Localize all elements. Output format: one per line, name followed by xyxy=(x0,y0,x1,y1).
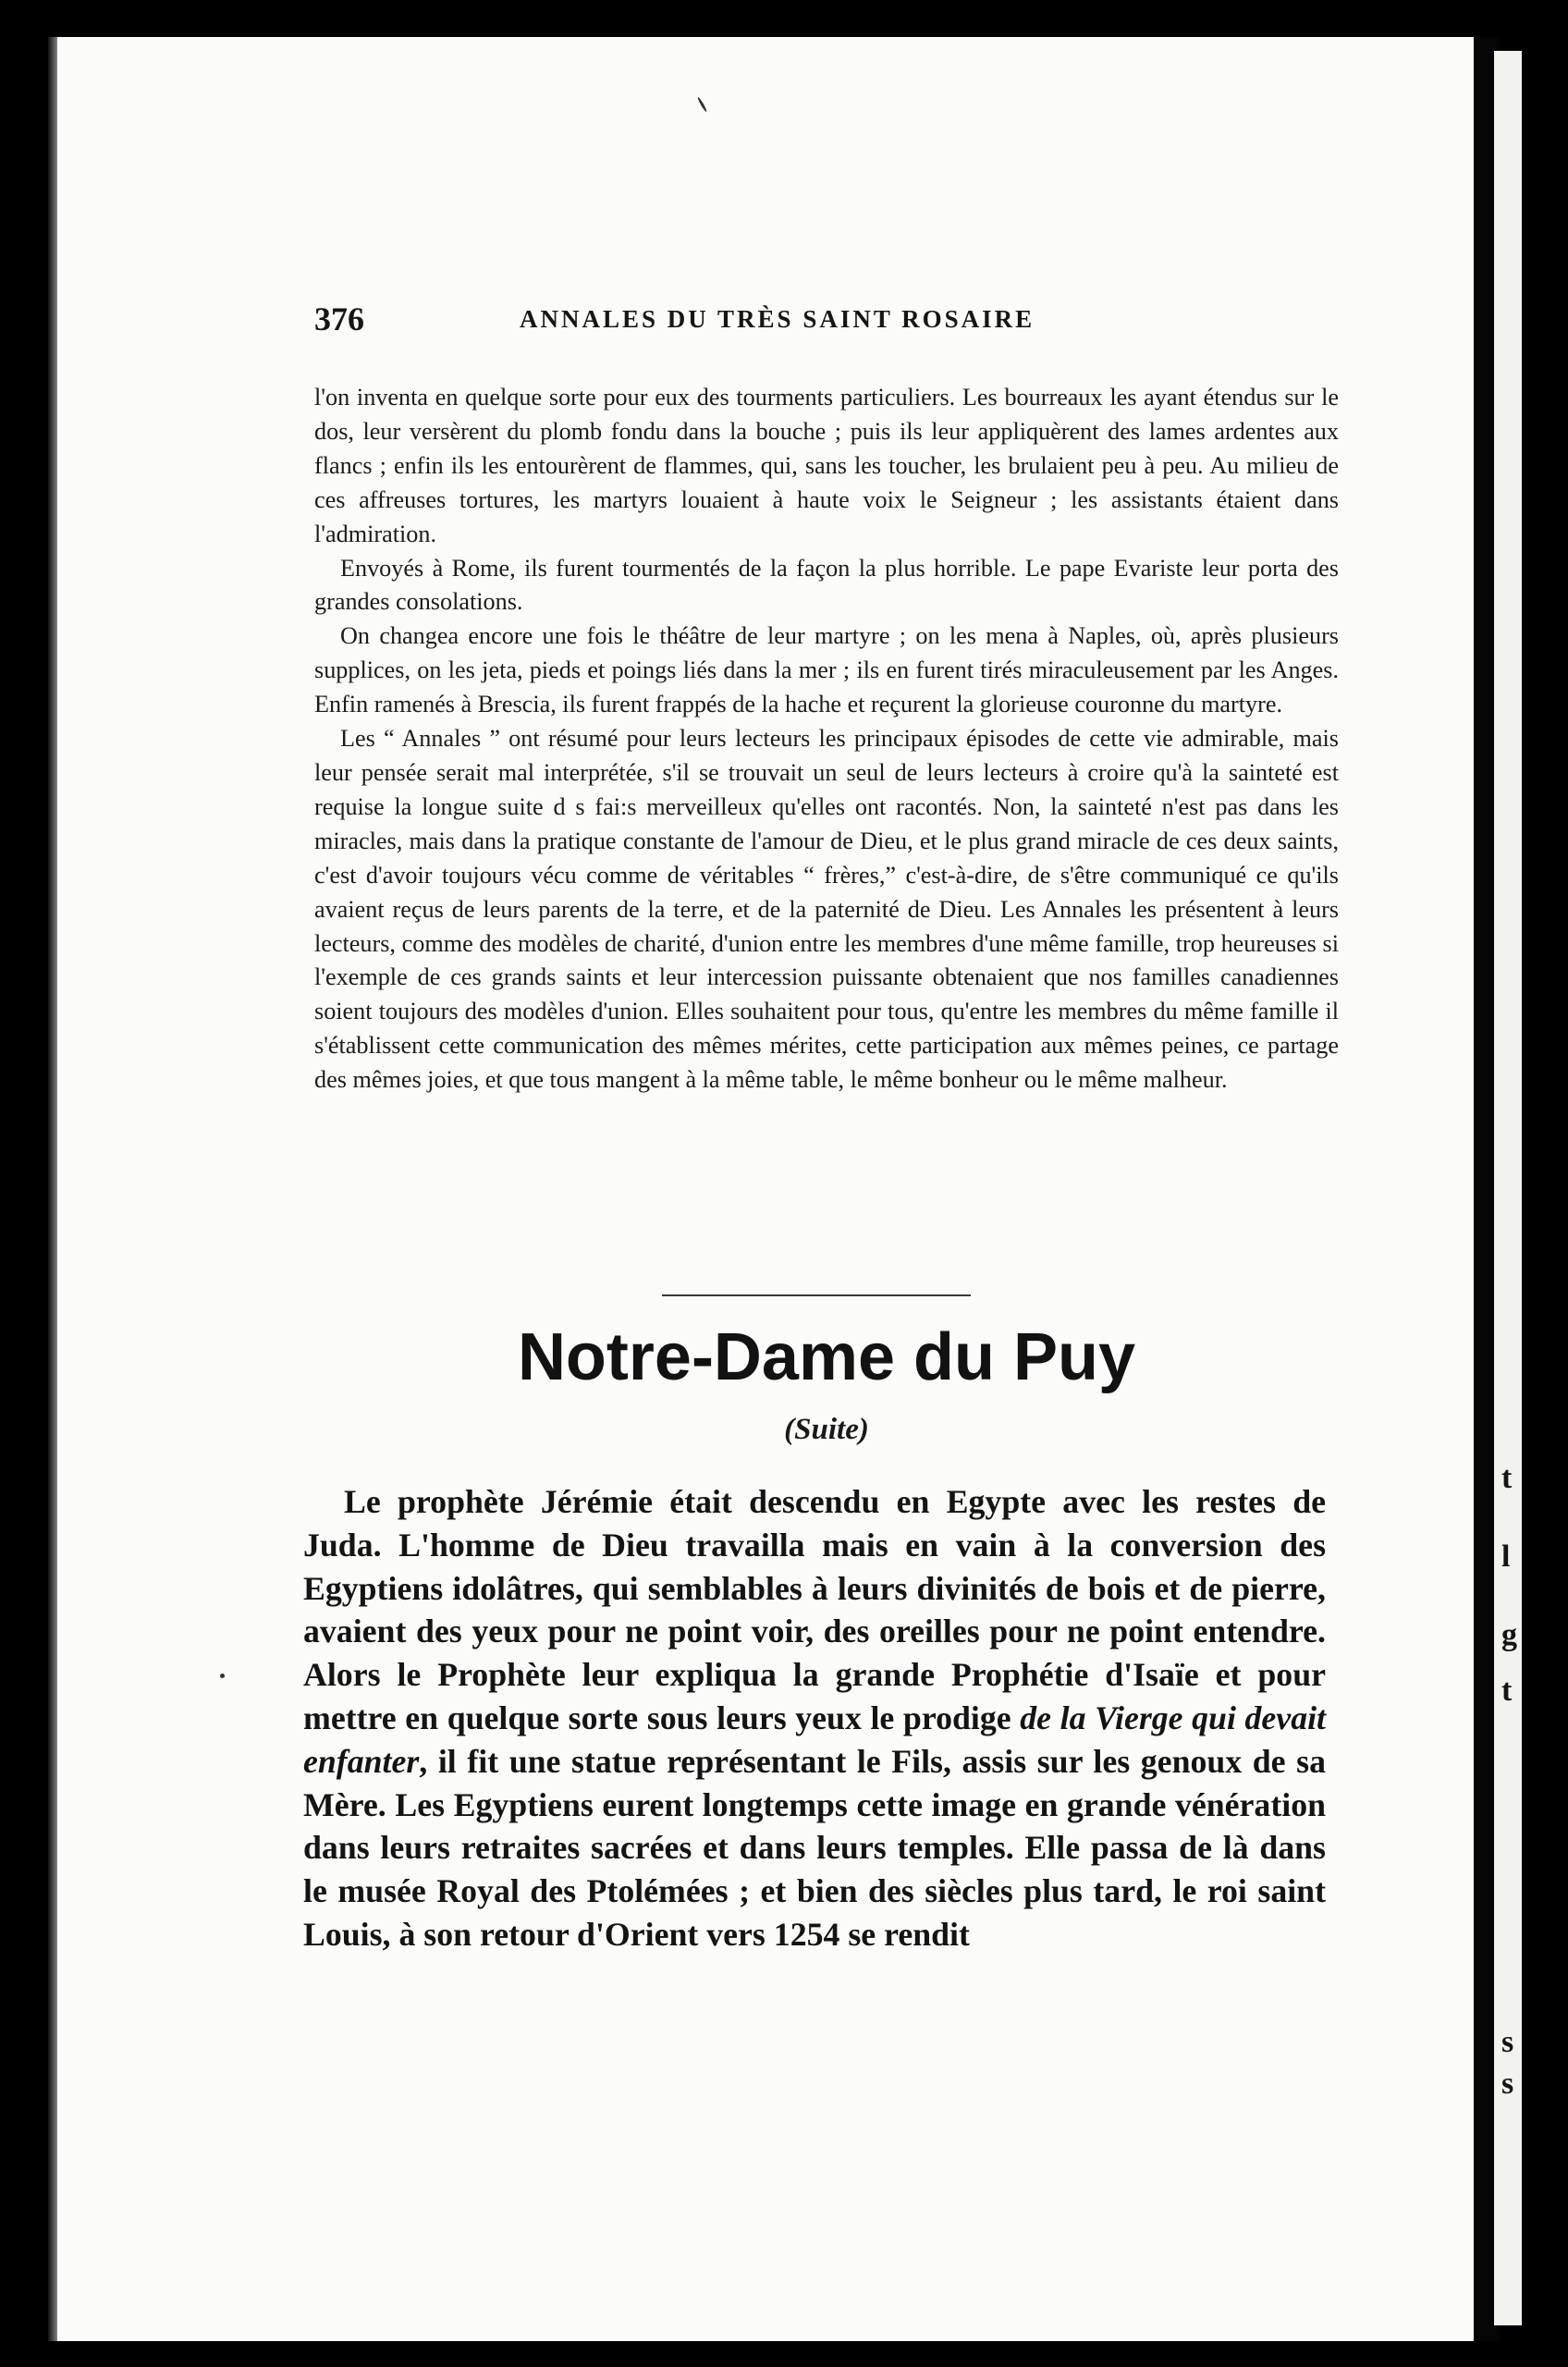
intro-text-block xyxy=(314,381,1339,1098)
scan-speck xyxy=(220,1674,225,1678)
facing-page-fragment: t xyxy=(1501,1674,1513,1708)
facing-page-fragment: t xyxy=(1501,1461,1513,1495)
page-number: 376 xyxy=(314,300,364,337)
article-italic-text: de la Vierge qui devait enfanter xyxy=(303,1699,1326,1780)
article-subtitle: (Suite) xyxy=(784,1413,869,1446)
intro-paragraph: l'on inventa en quelque sorte pour eux des tourments particuliers. Les bourreaux les ayant étendus sur le dos, leur versèrent du plomb fondu dans la bouche ; puis ils leur appliquèrent des lames ardentes aux flancs ; enfin ils les entourèrent de flammes, qui, sans les toucher, les brulaient peu à peu. Au milieu de ces affreuses tortures, les martyrs louaient à haute voix le Seigneur ; les assistants étaient dans l'admiration. xyxy=(314,384,1339,547)
facing-page-fragment: l xyxy=(1501,1539,1511,1574)
article-title: Notre-Dame du Puy xyxy=(517,1320,1136,1394)
facing-page-fragment: s xyxy=(1501,2067,1514,2101)
running-head xyxy=(314,300,1317,346)
intro-paragraph: On changea encore une fois le théâtre de leur martyre ; on les mena à Naples, où, après plusieurs supplices, on les jeta, pieds et poings liés dans la mer ; ils en furent tirés miraculeusement par les Anges. Enfin ramenés à Brescia, ils furent frappés de la hache et reçurent la glorieuse couronne du martyre. xyxy=(314,622,1339,718)
facing-page-fragment: s xyxy=(1501,2025,1514,2059)
intro-paragraph: Envoyés à Rome, ils furent tourmentés de la façon la plus horrible. Le pape Evariste leur porta des grandes consolations. xyxy=(314,554,1339,616)
article-paragraph xyxy=(303,1480,1326,1956)
article-text: , il fit une statue représentant le Fils, assis sur les genoux de sa Mère. Les Egyptiens eurent longtemps cette image en grande vénération dans leurs retraites sacrées et dans leurs temples. Elle passa de là dans le musée Royal des Ptolémées ; et bien des siècles plus tard, le roi saint Louis, à son retour d'Orient vers 1254 se rendit xyxy=(303,1742,1326,1953)
intro-paragraph: Les “ Annales ” ont résumé pour leurs lecteurs les principaux épisodes de cette vie admirable, mais leur pensée serait mal interprétée, s'il se trouvait un seul de leurs lecteurs à croire qu'à la sainteté est requise la longue suite d s fai:s merveilleux qu'elles ont racontés. Non, la sainteté n'est pas dans les miracles, mais dans la pratique constante de l'amour de Dieu, et le plus grand miracle de ces deux saints, c'est d'avoir toujours vécu comme de véritables “ frères,” c'est-à-dire, de s'être communiqué ce qu'ils avaient reçus de leurs parents de la terre, et de la paternité de Dieu. Les Annales les présentent à leurs lecteurs, comme des modèles de charité, d'union entre les membres d'une même famille, trop heureuses si l'exemple de ces grands saints et leur intercession puissante obtenaient que nos familles canadiennes soient toujours des modèles d'union. Elles souhaitent pour tous, qu'entre les membres du même famille il s'établissent cette communication des mêmes mérites, cette participation aux mêmes peines, ce partage des mêmes joies, et que tous mangent à la même table, le même bonheur ou le même malheur. xyxy=(314,725,1339,1094)
article-text: Le prophète Jérémie était descendu en Egypte avec les restes de Juda. L'homme de Dieu travailla mais en vain à la conversion des Egyptiens idolâtres, qui semblables à leurs divinités de bois et de pierre, avaient des yeux pour ne point voir, des oreilles pour ne point entendre. Alors le Prophète leur expliqua la grande Prophétie d'Isaïe et pour mettre en quelque sorte sous leurs yeux le prodige xyxy=(303,1483,1326,1736)
facing-page-edge xyxy=(1494,51,1522,2325)
section-divider xyxy=(662,1294,971,1296)
article-body xyxy=(303,1480,1326,1956)
facing-page-fragment: g xyxy=(1501,1618,1517,1652)
running-head-title: ANNALES DU TRÈS SAINT ROSAIRE xyxy=(520,305,1035,333)
